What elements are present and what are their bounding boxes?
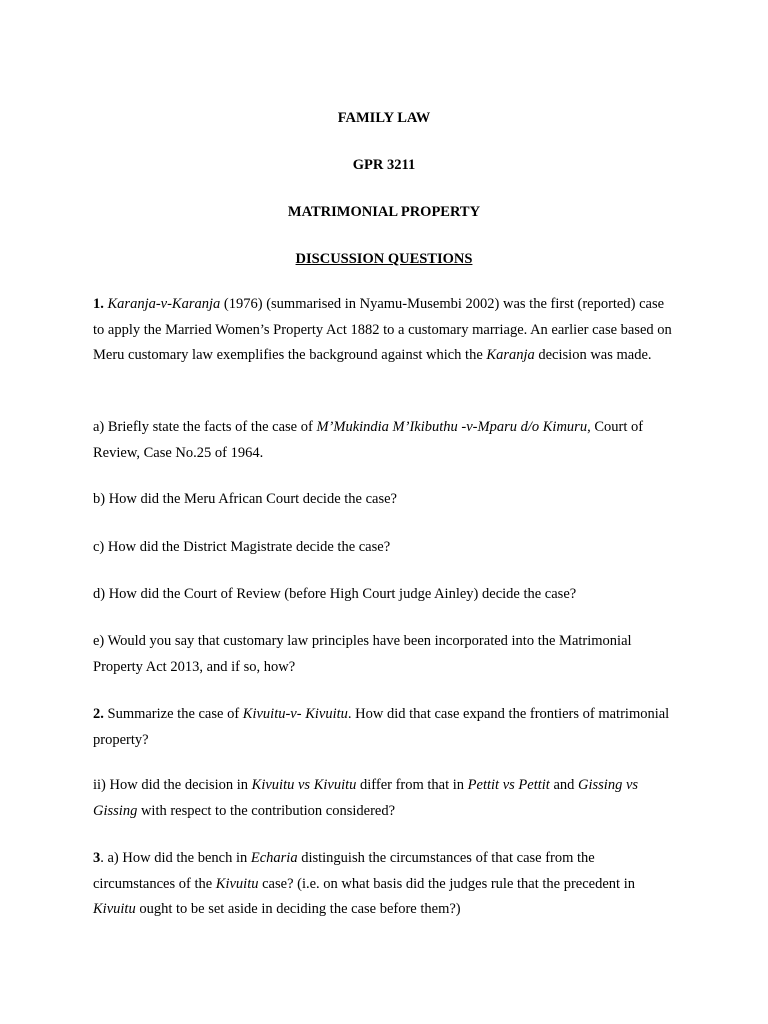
case-name: Karanja: [486, 347, 535, 363]
text-run: (1976) (summarised in Nyamu-Musembi 2002) was the first (reported) case to apply the Married Women’s Property Act 1882 to a customary marriage. An earlier case based on Meru customary law exemplifies the background against which the: [93, 296, 672, 363]
question-3-number: 3: [93, 850, 101, 866]
topic-heading: MATRIMONIAL PROPERTY: [287, 204, 481, 220]
section-heading: [0, 249, 768, 269]
case-name: M’Mukindia M’Ikibuthu -v-Mparu d/o Kimuru: [316, 419, 588, 435]
case-name: Kivuitu: [215, 875, 259, 892]
text-run: Summarize the case of: [103, 706, 243, 722]
text-run: distinguish the circumstances of that case from the circumstances of the: [93, 850, 595, 892]
text-run: with respect to the contribution considered?: [137, 802, 396, 819]
text-run: , Court of Review, Case No.25 of 1964.: [93, 419, 644, 461]
question-2-ii: [93, 773, 678, 824]
case-name: Pettit vs Pettit: [467, 777, 550, 793]
text-run: differ from that in: [356, 777, 468, 793]
question-2-number: 2.: [93, 706, 104, 722]
question-1d: d) How did the Court of Review (before High Court judge Ainley) decide the case?: [93, 586, 577, 602]
text-run: a) Briefly state the facts of the case of: [93, 419, 317, 435]
section-heading-text: DISCUSSION QUESTIONS: [295, 251, 473, 267]
question-1c: c) How did the District Magistrate decide the case?: [93, 539, 391, 555]
case-name: Gissing vs Gissing: [93, 777, 639, 819]
course-code: GPR 3211: [352, 157, 416, 173]
question-1a: [93, 415, 678, 466]
question-1b: b) How did the Meru African Court decide the case?: [93, 491, 397, 507]
question-1-intro: [93, 292, 678, 369]
question-1e: e) Would you say that customary law principles have been incorporated into the Matrimonial Property Act 2013, and if so, how?: [93, 633, 632, 675]
text-run: and: [549, 777, 579, 793]
text-run: case? (i.e. on what basis did the judges rule that the precedent in: [258, 875, 635, 892]
text-run: decision was made.: [534, 347, 652, 363]
text-run: . How did that case expand the frontiers of matrimonial property?: [93, 706, 670, 748]
text-run: ii) How did the decision in: [93, 777, 252, 793]
document-title: FAMILY LAW: [337, 110, 431, 126]
case-name: Kivuitu: [93, 901, 136, 917]
text-run: . a) How did the bench in: [100, 850, 251, 866]
case-name: Echaria: [250, 850, 298, 866]
question-1-number: 1.: [93, 296, 104, 312]
case-name: Kivuitu vs Kivuitu: [251, 777, 357, 793]
question-2: [93, 702, 678, 753]
question-3a: [93, 846, 678, 923]
case-name: Kivuitu-v- Kivuitu: [242, 706, 348, 722]
text-run: ought to be set aside in deciding the case before them?): [135, 901, 461, 917]
case-name: Karanja-v-Karanja: [107, 296, 221, 312]
